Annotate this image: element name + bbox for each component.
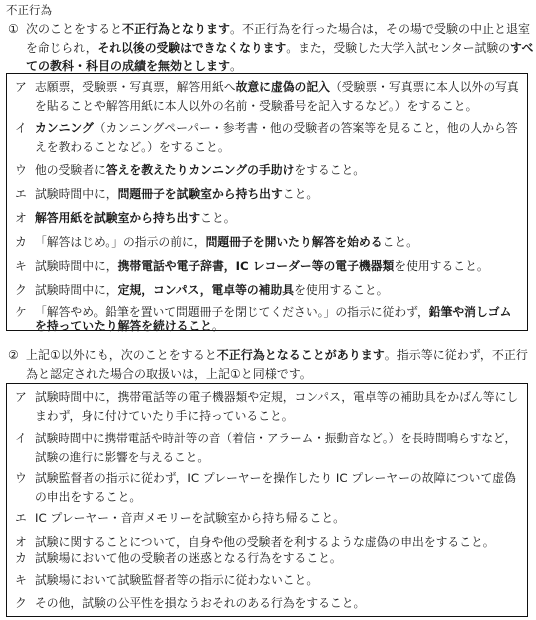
item-mark: エ [15,187,27,201]
item-text: こと。 [282,187,319,201]
box1-item-a [15,78,519,115]
box1-item-o [15,209,236,228]
item-text: 試験の進行に影響を与えること。 [35,449,209,464]
item-text: 志願票，受験票・写真票，解答用紙へ [35,80,236,94]
item-text: その他，試験の公平性を損なうおそれのある行為をすること。 [35,596,366,610]
section1-number: ① [8,22,19,36]
item-text: 。 [211,319,224,333]
box2-item-i [15,429,516,466]
item-text: を使用すること。 [394,259,489,273]
item-text: えを教わることなど。）をすること。 [35,139,230,154]
section2-text: 。指示等に従わず，不正行 [384,348,528,362]
box1-item-ki [15,257,489,276]
item-mark: イ [15,121,27,135]
item-mark: ク [15,596,27,610]
item-text: 試験時間中に， [35,283,118,297]
item-text: こと。 [200,211,236,225]
item-text: こと。 [382,235,418,249]
section1-text: 。不正行為を行った場合は，その場で受験の中止と退室 [230,22,531,36]
item-bold-text: 問題冊子を試験室から持ち出す [117,187,283,201]
section1-bold-text: 不正行為となります [122,22,231,36]
page-heading: 不正行為 [6,3,52,17]
item-text: 試験時間中に， [35,187,118,201]
section2-text: 為と認定された場合の取扱いは，上記①と同様です。 [26,366,312,381]
section1-text: 。 [230,59,243,73]
item-mark: オ [15,535,27,549]
item-text: 他の受験者に [35,163,106,177]
item-text: を使用すること。 [294,283,389,297]
item-bold-text: 定規，コンパス，電卓等の補助具 [117,283,295,297]
item-mark: ウ [15,163,27,177]
item-text: （受験票・写真票に本人以外の写真 [329,80,519,94]
item-text: 試験時間中に携帯電話や時計等の音（着信・アラーム・振動音など。）を長時間鳴らすなど， [35,431,517,445]
section1-bold-text: ての教科・科目の成績を無効とします [26,59,231,73]
section1-bold-text: すべ [509,40,534,55]
box2-item-e [15,509,345,528]
item-text: を貼ることや解答用紙に本人以外の名前・受験番号を記入するなど。）をすること。 [35,98,478,113]
prohibited-acts-box [6,73,528,331]
section2-bold-text: 不正行為となることがあります [216,348,385,362]
item-mark: ケ [15,305,27,319]
section1-line2 [8,39,532,58]
item-mark: オ [15,211,27,225]
possible-violations-box [6,383,528,617]
item-text: 試験場において他の受験者の迷惑となる行為をすること。 [35,551,342,565]
box2-item-ka [15,549,342,568]
item-text: IC プレーヤー・音声メモリーを試験室から持ち帰ること。 [35,511,345,525]
section1-text: 次のことをすると [26,22,123,36]
item-mark: ア [15,390,27,404]
box1-item-ke-cont [15,321,224,331]
item-bold-text: 答えを教えたりカンニングの手助け [105,163,295,177]
item-mark: カ [15,551,27,565]
item-bold-text: カンニング [35,121,94,135]
section1-paragraph [8,20,532,76]
section1-text: を命じられ， [26,40,98,55]
box1-item-i [15,119,518,156]
item-text: 試験時間中に， [35,259,118,273]
item-text: 試験場において試験監督者等の指示に従わないこと。 [35,573,319,587]
item-text: 試験に関することについて，自身や他の受験者を利するような虚偽の申出をすること。 [35,535,495,549]
box1-item-ka [15,233,418,252]
box2-item-u [15,469,516,506]
section1-text: 。また，受験した大学入試センター試験の [286,40,510,55]
item-bold-text: 問題冊子を開いたり解答を始める [205,235,383,249]
item-bold-text: 故意に虚偽の記入 [235,80,330,94]
section2-line1 [8,346,532,365]
item-mark: ウ [15,471,27,485]
item-text: をすること。 [294,163,366,177]
item-text: 試験時間中に，携帯電話等の電子機器類や定規，コンパス，電卓等の補助具をかばん等にし [35,390,519,404]
section1-line1 [8,20,532,39]
item-bold-text: を持っていたり解答を続けること [35,319,212,333]
section2-text: 上記①以外にも，次のことをすると [26,348,217,362]
item-text: 試験監督者の指示に従わず，IC プレーヤーを操作したり IC プレーヤーの故障について虚偽 [35,471,516,485]
item-bold-text: 鉛筆や消しゴム [428,305,512,319]
item-text: 「解答やめ。鉛筆を置いて問題冊子を閉じてください。」の指示に従わず， [35,305,429,319]
section2-paragraph [8,346,532,383]
section1-bold-text: それ以後の受験はできなくなります [97,40,287,55]
box2-item-ki [15,571,318,590]
section2-number: ② [8,348,19,362]
section2-line2 [8,365,532,384]
item-text: （カンニングペーパー・参考書・他の受験者の答案等を見ること，他の人から答 [93,121,518,135]
item-bold-text: 解答用紙を試験室から持ち出す [35,211,201,225]
item-mark: キ [15,573,27,587]
item-mark: キ [15,259,27,273]
item-mark: ク [15,283,27,297]
item-mark: イ [15,431,27,445]
item-text: の申出をすること。 [35,489,142,504]
item-text: まわず，身に付けていたり手に持っていること。 [35,408,294,423]
box2-item-a [15,388,518,425]
box2-item-ku [15,594,365,613]
item-mark: ア [15,80,27,94]
box1-item-u [15,161,365,180]
item-bold-text: 携帯電話や電子辞書，IC レコーダー等の電子機器類 [117,259,395,273]
box1-item-e [15,185,318,204]
item-mark: カ [15,235,27,249]
item-text: 「解答はじめ。」の指示の前に， [35,235,206,249]
item-mark: エ [15,511,27,525]
box1-item-ku [15,281,388,300]
